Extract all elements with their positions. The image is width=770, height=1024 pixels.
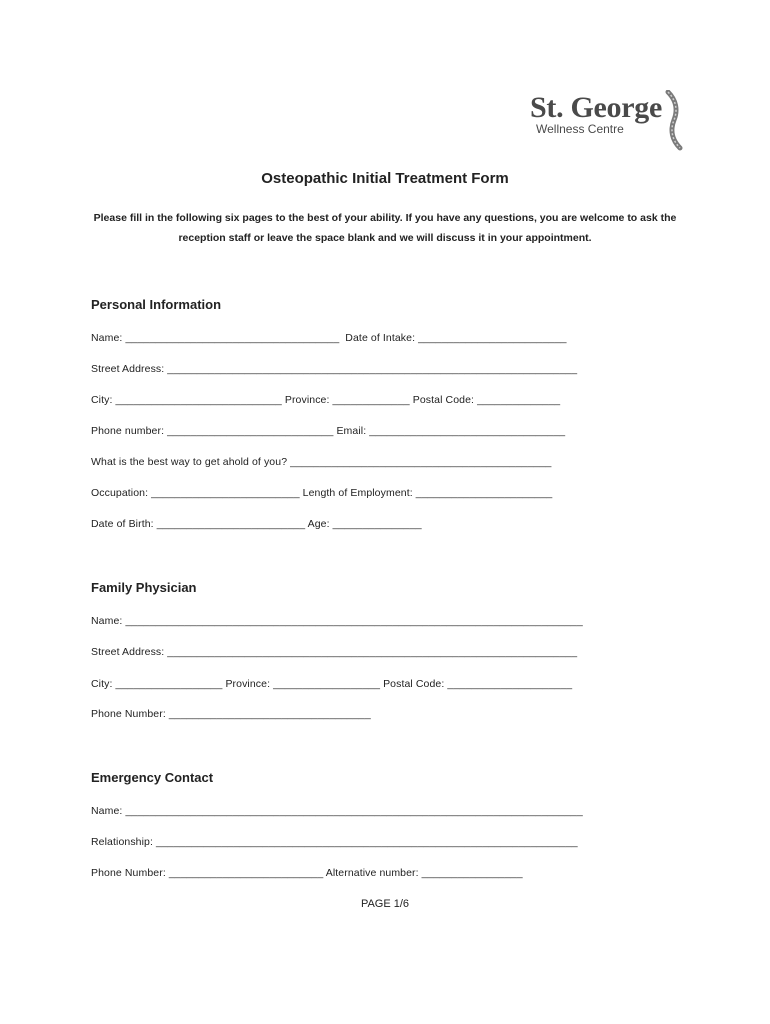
field-emergency-phone[interactable]: Phone Number: __________________________ Alternative number: _________________ [91, 867, 523, 879]
field-contact-preference[interactable]: What is the best way to get ahold of you? ____________________________________________ [91, 456, 552, 468]
field-physician-street-address[interactable]: Street Address: _____________________________________________________________________ [91, 646, 578, 658]
page-number: PAGE 1/6 [360, 898, 410, 910]
section-emergency-contact: Emergency Contact [91, 770, 214, 785]
section-family-physician: Family Physician [91, 580, 197, 595]
field-emergency-name[interactable]: Name: _____________________________________________________________________________ [91, 805, 583, 817]
field-date-of-birth-age[interactable]: Date of Birth: _________________________ Age: _______________ [91, 518, 422, 530]
logo-subtitle: Wellness Centre [536, 122, 624, 136]
field-physician-city-province-postal[interactable]: City: __________________ Province: __________________ Postal Code: _____________________ [91, 678, 573, 690]
form-title: Osteopathic Initial Treatment Form [261, 170, 509, 187]
intro-text: Please fill in the following six pages to the best of your ability. If you have any questions, you are welcome to ask the reception staff or leave the space blank and we will discuss it in your appointment. [93, 212, 677, 244]
field-phone-email[interactable]: Phone number: ____________________________ Email: _________________________________ [91, 425, 566, 437]
logo-name: St. George [530, 91, 662, 124]
spine-icon [660, 90, 686, 152]
logo [530, 92, 690, 154]
field-name[interactable]: Name: ____________________________________ Date of Intake: _________________________ [91, 332, 567, 344]
field-city-province-postal[interactable]: City: ____________________________ Province: _____________ Postal Code: ______________ [91, 394, 561, 406]
field-physician-phone[interactable]: Phone Number: __________________________________ [91, 708, 371, 720]
field-physician-name[interactable]: Name: _____________________________________________________________________________ [91, 615, 583, 627]
section-personal-information: Personal Information [91, 297, 222, 312]
field-occupation[interactable]: Occupation: _________________________ Length of Employment: _______________________ [91, 487, 553, 499]
field-street-address[interactable]: Street Address: _____________________________________________________________________ [91, 363, 578, 375]
field-emergency-relationship[interactable]: Relationship: _______________________________________________________________________ [91, 836, 578, 848]
